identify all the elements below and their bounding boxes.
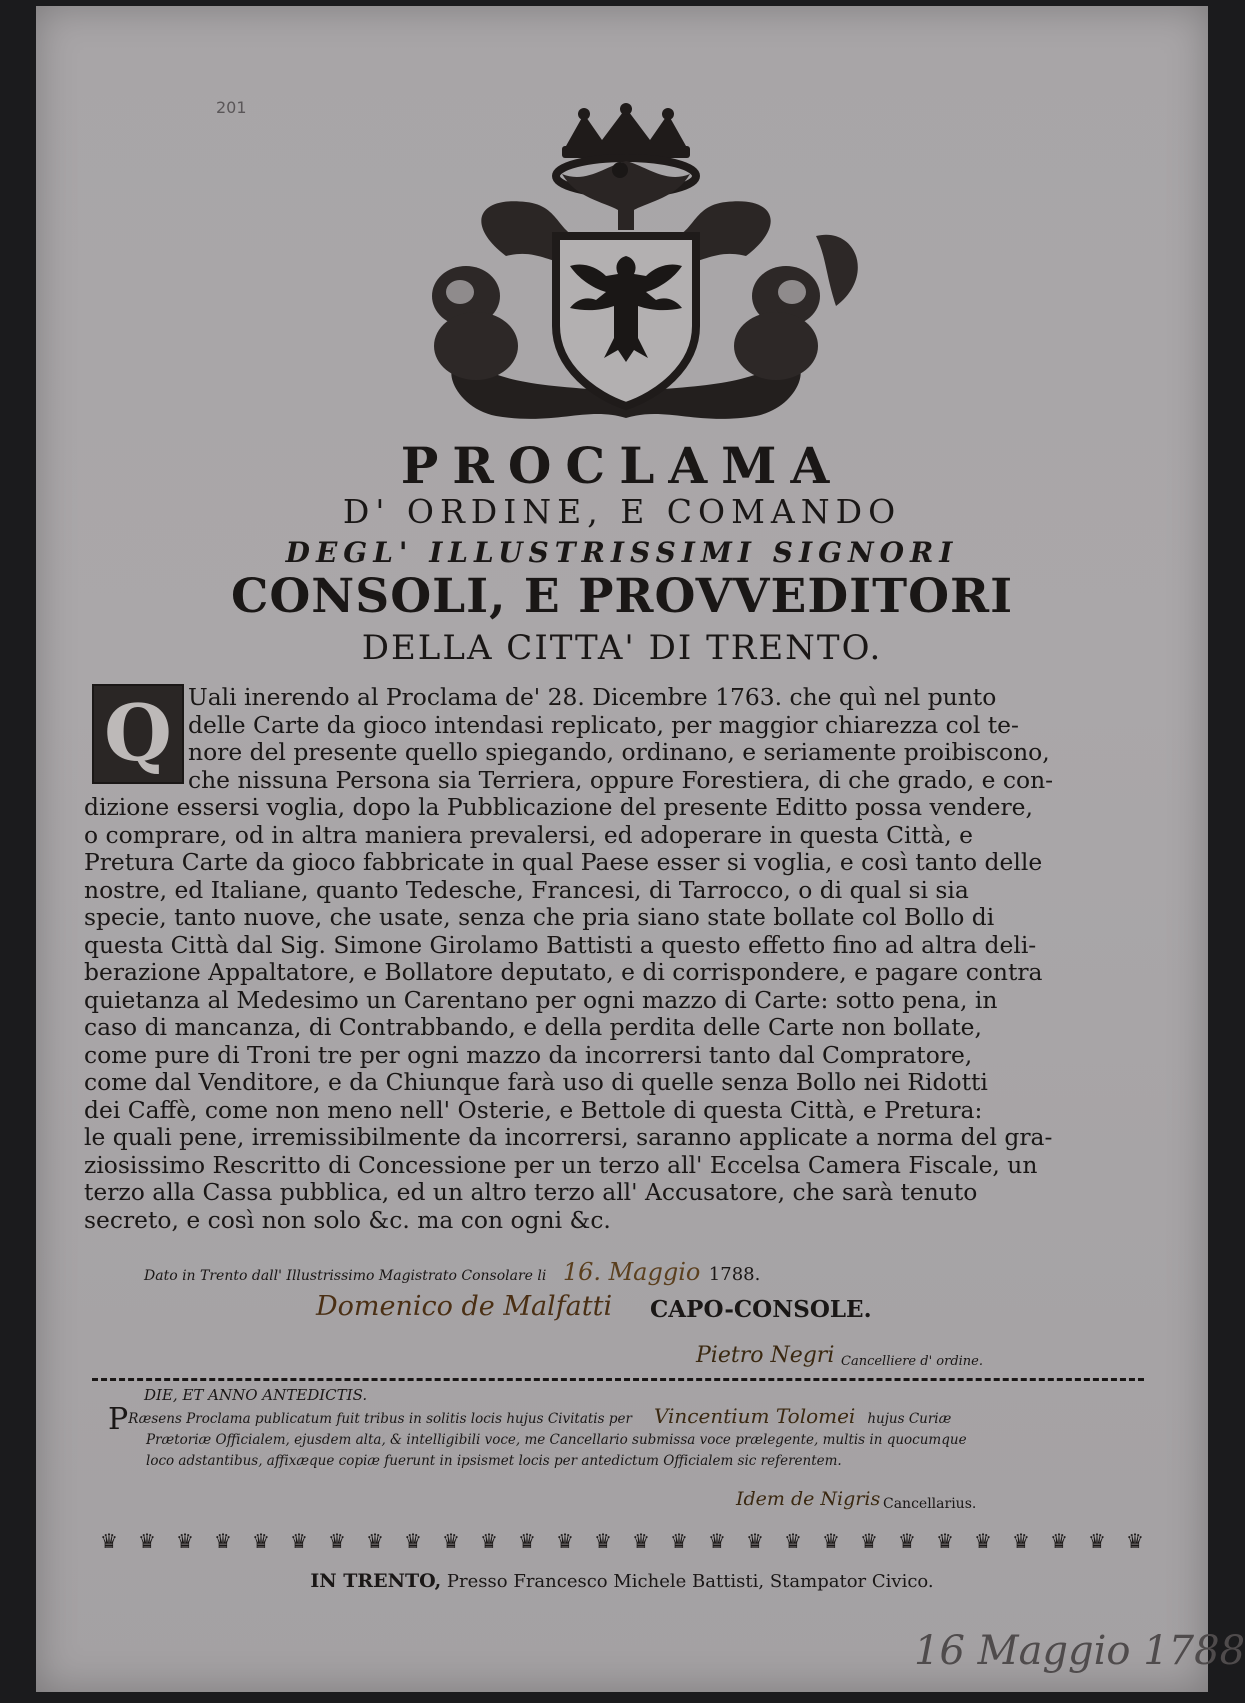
subtitle-city: DELLA CITTA' DI TRENTO. <box>361 628 883 668</box>
consul-signature: Domenico de Malfatti <box>316 1291 613 1322</box>
imprint-place: IN TRENTO, <box>310 1570 442 1592</box>
crown-icon: ♛ <box>1088 1529 1106 1553</box>
subtitle-consoli: CONSOLI, E PROVVEDITORI <box>230 569 1014 624</box>
printer-imprint <box>36 1570 1208 1592</box>
crown-icon: ♛ <box>784 1529 802 1553</box>
body-line: le quali pene, irremissibilmente da incorrersi, saranno applicate a norma del gra- <box>84 1123 1053 1151</box>
proclama-title: PROCLAMA <box>400 436 844 495</box>
crown-icon: ♛ <box>404 1529 422 1553</box>
crown-icon: ♛ <box>746 1529 764 1553</box>
imprint-text: Presso Francesco Michele Battisti, Stampator Civico. <box>446 1571 934 1592</box>
proclamation-body <box>84 684 1144 1234</box>
chancellor-title: Cancelliere d' ordine. <box>841 1354 983 1369</box>
body-line: delle Carte da gioco intendasi replicato, per maggior chiarezza col te- <box>188 710 1019 739</box>
body-line: come dal Venditore, e da Chiunque farà uso di quelle senza Bollo nei Ridotti <box>84 1068 988 1096</box>
handwritten-date: 16. Maggio <box>562 1258 701 1286</box>
consul-title: CAPO-CONSOLE. <box>650 1296 872 1323</box>
crown-icon: ♛ <box>518 1529 536 1553</box>
crown-icon: ♛ <box>214 1529 232 1553</box>
crown-icon: ♛ <box>860 1529 878 1553</box>
crown-icon: ♛ <box>328 1529 346 1553</box>
subtitle-order: D' ORDINE, E COMANDO <box>342 492 902 531</box>
crown-icon: ♛ <box>138 1529 156 1553</box>
crown-icon: ♛ <box>290 1529 308 1553</box>
date-year: 1788. <box>708 1264 761 1285</box>
crown-icon: ♛ <box>252 1529 270 1553</box>
crown-icon: ♛ <box>974 1529 992 1553</box>
archive-date-note: 16 Maggio 1788 <box>914 1628 1245 1674</box>
body-line: caso di mancanza, di Contrabbando, e della perdita delle Carte non bollate, <box>84 1013 982 1041</box>
publication-note <box>108 1402 1148 1472</box>
crown-icon: ♛ <box>556 1529 574 1553</box>
body-line: Uali inerendo al Proclama de' 28. Dicembre 1763. che quì nel punto <box>188 683 997 711</box>
publication-initial: P <box>108 1402 129 1437</box>
crown-icon: ♛ <box>100 1529 118 1553</box>
publication-line-1 <box>108 1402 1148 1437</box>
officer-signature: Vincentium Tolomei <box>653 1404 856 1428</box>
crown-icon: ♛ <box>936 1529 954 1553</box>
chancellor-signature: Pietro Negri <box>696 1343 835 1368</box>
body-line: specie, tanto nuove, che usate, senza che pria siano state bollate col Bollo di <box>84 903 995 931</box>
crown-icon: ♛ <box>176 1529 194 1553</box>
document-sheet <box>36 6 1245 1692</box>
crown-ornament-row <box>100 1528 1144 1554</box>
body-line: terzo alla Cassa pubblica, ed un altro terzo all' Accusatore, che sarà tenuto <box>84 1178 978 1206</box>
crown-icon: ♛ <box>480 1529 498 1553</box>
body-line: dei Caffè, come non meno nell' Osterie, e Bettole di questa Città, e Pretura: <box>84 1095 983 1124</box>
crown-icon: ♛ <box>594 1529 612 1553</box>
body-line: ziosissimo Rescritto di Concessione per un terzo all' Eccelsa Camera Fiscale, un <box>84 1150 1038 1179</box>
crown-icon: ♛ <box>1050 1529 1068 1553</box>
publication-line-2: Prætoriæ Officialem, ejusdem alta, & intelligibili voce, me Cancellario submissa voce prælegente, multis in quocumque <box>146 1432 967 1448</box>
publication-line-3: loco adstantibus, affixæque copiæ fuerunt in ipsismet locis per antedictum Officialem sic referentem. <box>146 1453 842 1469</box>
body-line: quietanza al Medesimo un Carentano per ogni mazzo di Carte: sotto pena, in <box>84 985 998 1014</box>
date-line <box>144 1258 760 1286</box>
body-line: berazione Appaltatore, e Bollatore deputato, e di corrispondere, e pagare contra <box>84 958 1043 986</box>
crown-icon: ♛ <box>1012 1529 1030 1553</box>
body-line: Pretura Carte da gioco fabbricate in qual Paese esser si voglia, e così tanto delle <box>84 848 1043 876</box>
crown-icon: ♛ <box>822 1529 840 1553</box>
archive-number: 201 <box>216 98 247 117</box>
crown-icon: ♛ <box>670 1529 688 1553</box>
publication-text-a: Ræsens Proclama publicatum fuit tribus in solitis locis hujus Civitatis per <box>128 1411 632 1427</box>
crown-icon: ♛ <box>442 1529 460 1553</box>
coat-of-arms-icon <box>356 106 896 436</box>
body-line: nostre, ed Italiane, quanto Tedesche, Francesi, di Tarrocco, o di qual si sia <box>84 875 969 904</box>
body-line: come pure di Troni tre per ogni mazzo da incorrersi tanto dal Compratore, <box>84 1040 973 1069</box>
attest-signature: Idem de Nigris <box>736 1488 881 1510</box>
crown-icon: ♛ <box>708 1529 726 1553</box>
date-text: Dato in Trento dall' Illustrissimo Magistrato Consolare li <box>144 1268 547 1284</box>
body-line: che nissuna Persona sia Terriera, oppure Forestiera, di che grado, e con- <box>188 765 1054 794</box>
crown-icon: ♛ <box>632 1529 650 1553</box>
publication-heading: DIE, ET ANNO ANTEDICTIS. <box>144 1386 368 1404</box>
subtitle-signori: DEGL' ILLUSTRISSIMI SIGNORI <box>285 536 959 569</box>
crown-icon: ♛ <box>1126 1529 1144 1553</box>
body-line: nore del presente quello spiegando, ordinano, e seriamente proibiscono, <box>188 738 1050 766</box>
body-line: o comprare, od in altra maniera prevalersi, ed adoperare in questa Città, e <box>84 820 973 849</box>
drop-cap: Q <box>92 684 184 784</box>
body-line: questa Città dal Sig. Simone Girolamo Battisti a questo effetto fino ad altra deli- <box>84 930 1037 959</box>
body-line: dizione essersi voglia, dopo la Pubblicazione del presente Editto possa vendere, <box>84 793 1033 821</box>
publication-text-b: hujus Curiæ <box>867 1411 952 1427</box>
attest-title: Cancellarius. <box>883 1496 977 1512</box>
crown-icon: ♛ <box>898 1529 916 1553</box>
crown-icon: ♛ <box>366 1529 384 1553</box>
divider <box>92 1378 1144 1381</box>
body-line: secreto, e così non solo &c. ma con ogni &c. <box>84 1205 611 1234</box>
